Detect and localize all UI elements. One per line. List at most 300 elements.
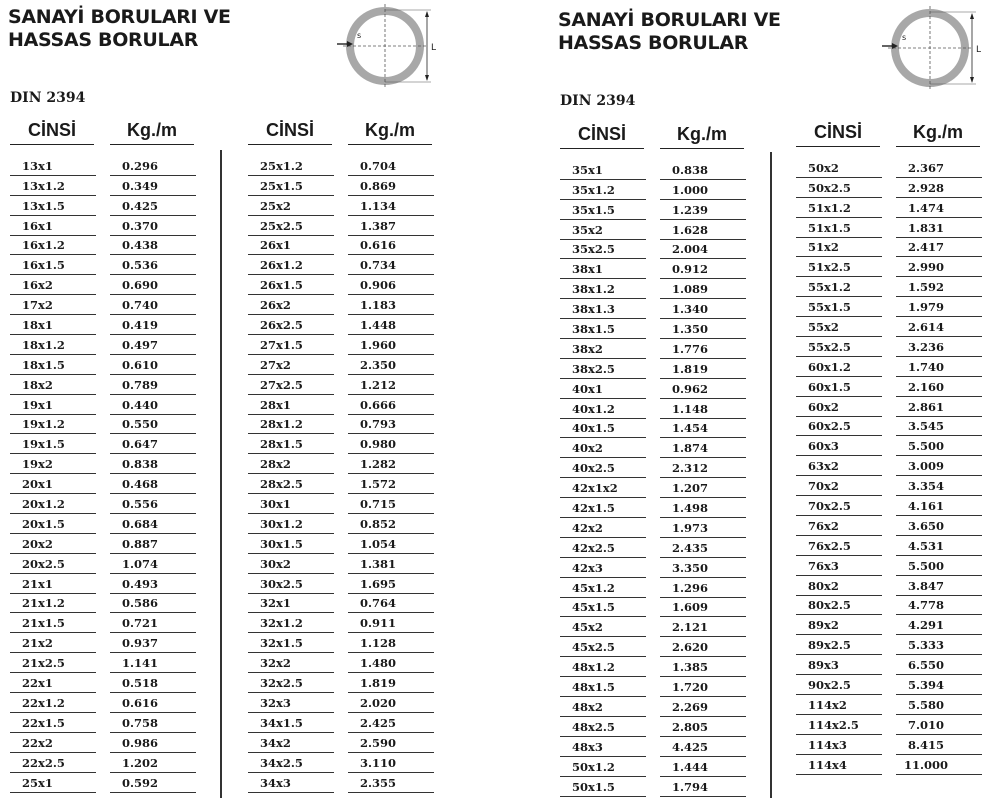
pipe-size: 50x1.2 — [572, 759, 615, 774]
column-header-cinsi: CİNSİ — [248, 120, 332, 145]
table-row — [248, 434, 434, 454]
pipe-size: 40x1.5 — [572, 421, 615, 436]
table-row — [796, 556, 982, 576]
pipe-size: 55x1.5 — [808, 300, 851, 315]
table-row — [248, 713, 434, 733]
weight-per-meter: 0.704 — [359, 158, 397, 173]
table-row — [796, 158, 982, 178]
weight-per-meter: 2.355 — [359, 775, 397, 790]
pipe-size: 38x1 — [572, 262, 603, 277]
table-row — [10, 613, 196, 633]
weight-per-meter: 2.425 — [359, 715, 397, 730]
table-row — [796, 655, 982, 675]
table-row — [560, 578, 746, 598]
table-row — [796, 596, 982, 616]
pipe-size: 28x2.5 — [260, 477, 303, 492]
weight-per-meter: 0.616 — [359, 238, 397, 253]
weight-per-meter: 1.628 — [671, 222, 709, 237]
pipe-size: 19x2 — [22, 457, 53, 472]
pipe-size: 45x2.5 — [572, 640, 615, 655]
column-header-kg-per-m: Kg./m — [896, 122, 980, 147]
weight-per-meter: 0.349 — [121, 178, 159, 193]
table-row — [248, 375, 434, 395]
table-row — [10, 554, 196, 574]
table-row — [248, 395, 434, 415]
table-row — [10, 454, 196, 474]
weight-per-meter: 0.838 — [671, 162, 709, 177]
table-row — [560, 220, 746, 240]
pipe-size: 26x1.5 — [260, 278, 303, 293]
weight-per-meter: 1.776 — [671, 341, 709, 356]
pipe-size: 21x2.5 — [22, 656, 65, 671]
table-row — [560, 458, 746, 478]
weight-per-meter: 4.291 — [907, 618, 945, 633]
table-row — [248, 196, 434, 216]
weight-per-meter: 1.819 — [671, 361, 709, 376]
weight-per-meter: 1.282 — [359, 457, 397, 472]
table-row — [10, 733, 196, 753]
weight-per-meter: 0.440 — [121, 397, 159, 412]
table-row — [796, 755, 982, 775]
pipe-size: 16x1.2 — [22, 238, 65, 253]
table-row — [10, 335, 196, 355]
table-row — [796, 635, 982, 655]
pipe-size: 40x1 — [572, 381, 603, 396]
diagram-s-label: s — [902, 33, 907, 42]
pipe-size: 19x1.2 — [22, 417, 65, 432]
pipe-size: 16x2 — [22, 278, 53, 293]
pipe-cross-section-diagram — [335, 4, 447, 92]
table-rows — [796, 158, 982, 775]
weight-per-meter: 3.350 — [671, 560, 709, 575]
table-row — [796, 337, 982, 357]
pipe-size: 21x1.2 — [22, 596, 65, 611]
weight-per-meter: 11.000 — [903, 757, 949, 772]
pipe-size: 35x1.5 — [572, 202, 615, 217]
weight-per-meter: 1.128 — [359, 636, 397, 651]
table-row — [10, 415, 196, 435]
table-row — [248, 236, 434, 256]
weight-per-meter: 2.350 — [359, 357, 397, 372]
column-header-cinsi: CİNSİ — [10, 120, 94, 145]
weight-per-meter: 2.160 — [907, 379, 945, 394]
pipe-size: 28x1.5 — [260, 437, 303, 452]
weight-per-meter: 2.417 — [907, 240, 945, 255]
table-row — [248, 673, 434, 693]
table-row — [560, 259, 746, 279]
table-row — [10, 315, 196, 335]
pipe-size: 42x1.5 — [572, 501, 615, 516]
table-row — [560, 717, 746, 737]
panel-2-title — [558, 9, 781, 55]
weight-per-meter: 4.778 — [907, 598, 945, 613]
weight-per-meter: 4.531 — [907, 538, 945, 553]
table-row — [10, 713, 196, 733]
pipe-size: 30x2 — [260, 556, 291, 571]
weight-per-meter: 0.887 — [121, 536, 159, 551]
pipe-size: 34x1.5 — [260, 715, 303, 730]
weight-per-meter: 1.134 — [359, 198, 397, 213]
pipe-size: 13x1 — [22, 158, 53, 173]
pipe-size: 48x2.5 — [572, 719, 615, 734]
table-row — [10, 594, 196, 614]
weight-per-meter: 0.793 — [359, 417, 397, 432]
weight-per-meter: 0.493 — [121, 576, 159, 591]
table-row — [10, 673, 196, 693]
weight-per-meter: 2.121 — [671, 620, 709, 635]
table-row — [10, 176, 196, 196]
pipe-size: 16x1.5 — [22, 258, 65, 273]
table-row — [248, 633, 434, 653]
weight-per-meter: 1.720 — [671, 680, 709, 695]
weight-per-meter: 1.148 — [671, 401, 709, 416]
pipe-size: 114x4 — [808, 757, 847, 772]
row-rule — [10, 792, 96, 793]
table-row — [560, 339, 746, 359]
table-row — [796, 377, 982, 397]
weight-per-meter: 6.550 — [907, 658, 945, 673]
table-row — [560, 518, 746, 538]
table-row — [248, 415, 434, 435]
weight-per-meter: 1.074 — [121, 556, 159, 571]
pipe-size: 40x2 — [572, 441, 603, 456]
weight-per-meter: 1.831 — [907, 220, 945, 235]
pipe-size: 38x1.5 — [572, 322, 615, 337]
row-rule — [896, 774, 982, 775]
pipe-size: 55x2.5 — [808, 339, 851, 354]
weight-per-meter: 4.425 — [671, 739, 709, 754]
pipe-size: 114x3 — [808, 737, 847, 752]
table-row — [248, 574, 434, 594]
pipe-size: 20x1 — [22, 477, 53, 492]
row-rule — [796, 774, 882, 775]
table-row — [560, 538, 746, 558]
table-row — [248, 753, 434, 773]
table-row — [796, 257, 982, 277]
column-divider — [220, 150, 222, 798]
table-row — [10, 494, 196, 514]
weight-per-meter: 5.333 — [907, 638, 945, 653]
table-row — [560, 379, 746, 399]
pipe-size: 55x2 — [808, 320, 839, 335]
weight-per-meter: 0.980 — [359, 437, 397, 452]
pipe-size: 22x1.2 — [22, 695, 65, 710]
table-row — [796, 198, 982, 218]
table-row — [10, 633, 196, 653]
table-row — [10, 574, 196, 594]
weight-per-meter: 0.616 — [121, 695, 159, 710]
weight-per-meter: 2.620 — [671, 640, 709, 655]
table-rows — [10, 156, 196, 793]
table-row — [10, 196, 196, 216]
pipe-size: 34x2 — [260, 735, 291, 750]
weight-per-meter: 0.556 — [121, 497, 159, 512]
weight-per-meter: 0.497 — [121, 337, 159, 352]
pipe-size: 51x1.5 — [808, 220, 851, 235]
weight-per-meter: 1.592 — [907, 280, 945, 295]
table-row — [796, 456, 982, 476]
table-row — [560, 419, 746, 439]
weight-per-meter: 1.480 — [359, 656, 397, 671]
pipe-size: 16x1 — [22, 218, 53, 233]
table-row — [10, 653, 196, 673]
table-row — [560, 697, 746, 717]
weight-per-meter: 0.906 — [359, 278, 397, 293]
column-header-cinsi: CİNSİ — [796, 122, 880, 147]
pipe-size: 60x2 — [808, 399, 839, 414]
pipe-size: 89x2 — [808, 618, 839, 633]
pipe-size: 30x2.5 — [260, 576, 303, 591]
weight-per-meter: 1.695 — [359, 576, 397, 591]
weight-per-meter: 1.819 — [359, 676, 397, 691]
table-row — [10, 693, 196, 713]
pipe-size: 114x2 — [808, 697, 847, 712]
table-row — [796, 178, 982, 198]
weight-per-meter: 0.962 — [671, 381, 709, 396]
column-header-kg-per-m: Kg./m — [110, 120, 194, 145]
pipe-size: 90x2.5 — [808, 678, 851, 693]
pipe-size: 30x1 — [260, 497, 291, 512]
table-row — [560, 657, 746, 677]
table-row — [796, 715, 982, 735]
pipe-size: 51x2.5 — [808, 260, 851, 275]
pipe-size: 30x1.5 — [260, 536, 303, 551]
table-row — [10, 295, 196, 315]
pipe-size: 55x1.2 — [808, 280, 851, 295]
pipe-size: 45x1.5 — [572, 600, 615, 615]
weight-per-meter: 2.004 — [671, 242, 709, 257]
pipe-size: 50x1.5 — [572, 779, 615, 794]
table-row — [560, 677, 746, 697]
table-row — [796, 218, 982, 238]
weight-per-meter: 0.789 — [121, 377, 159, 392]
table-row — [248, 275, 434, 295]
table-row — [560, 757, 746, 777]
weight-per-meter: 0.986 — [121, 735, 159, 750]
weight-per-meter: 2.928 — [907, 180, 945, 195]
column-divider — [770, 152, 772, 798]
pipe-size: 35x2.5 — [572, 242, 615, 257]
weight-per-meter: 1.973 — [671, 520, 709, 535]
pipe-size: 34x2.5 — [260, 755, 303, 770]
pipe-size: 45x1.2 — [572, 580, 615, 595]
weight-per-meter: 1.212 — [359, 377, 397, 392]
pipe-size: 32x2 — [260, 656, 291, 671]
table-row — [10, 355, 196, 375]
pipe-size: 13x1.5 — [22, 198, 65, 213]
pipe-size: 89x2.5 — [808, 638, 851, 653]
pipe-size: 42x2 — [572, 520, 603, 535]
weight-per-meter: 3.110 — [359, 755, 397, 770]
weight-per-meter: 0.438 — [121, 238, 159, 253]
weight-per-meter: 5.500 — [907, 439, 945, 454]
weight-per-meter: 1.141 — [121, 656, 159, 671]
weight-per-meter: 2.435 — [671, 540, 709, 555]
weight-per-meter: 0.468 — [121, 477, 159, 492]
weight-per-meter: 1.202 — [121, 755, 159, 770]
table-row — [560, 180, 746, 200]
weight-per-meter: 2.861 — [907, 399, 945, 414]
weight-per-meter: 0.586 — [121, 596, 159, 611]
weight-per-meter: 1.498 — [671, 501, 709, 516]
pipe-size: 38x1.2 — [572, 282, 615, 297]
table-row — [560, 598, 746, 618]
table-row — [560, 438, 746, 458]
column-header-kg-per-m: Kg./m — [348, 120, 432, 145]
table-row — [796, 436, 982, 456]
weight-per-meter: 1.474 — [907, 200, 945, 215]
row-rule — [660, 796, 746, 797]
weight-per-meter: 0.684 — [121, 516, 159, 531]
table-row — [796, 576, 982, 596]
weight-per-meter: 7.010 — [907, 717, 945, 732]
weight-per-meter: 1.979 — [907, 300, 945, 315]
pipe-size: 50x2.5 — [808, 180, 851, 195]
table-row — [248, 554, 434, 574]
pipe-size: 19x1 — [22, 397, 53, 412]
weight-per-meter: 1.000 — [671, 182, 709, 197]
row-rule — [560, 796, 646, 797]
pipe-size: 42x1x2 — [572, 481, 618, 496]
pipe-size: 45x2 — [572, 620, 603, 635]
pipe-size: 26x2 — [260, 298, 291, 313]
table-row — [560, 478, 746, 498]
pipe-size: 42x2.5 — [572, 540, 615, 555]
table-row — [248, 534, 434, 554]
panel-1-title-line1: SANAYİ BORULARI VE — [8, 6, 231, 28]
weight-per-meter: 1.874 — [671, 441, 709, 456]
pipe-size: 25x2.5 — [260, 218, 303, 233]
pipe-size: 20x2 — [22, 536, 53, 551]
pipe-size: 20x1.2 — [22, 497, 65, 512]
table-row — [560, 558, 746, 578]
weight-per-meter: 0.838 — [121, 457, 159, 472]
weight-per-meter: 0.610 — [121, 357, 159, 372]
pipe-size: 76x2 — [808, 518, 839, 533]
weight-per-meter: 1.207 — [671, 481, 709, 496]
weight-per-meter: 0.758 — [121, 715, 159, 730]
table-row — [10, 275, 196, 295]
weight-per-meter: 0.425 — [121, 198, 159, 213]
pipe-size: 60x1.2 — [808, 359, 851, 374]
weight-per-meter: 5.580 — [907, 697, 945, 712]
weight-per-meter: 0.937 — [121, 636, 159, 651]
pipe-size: 32x1.2 — [260, 616, 303, 631]
table-row — [560, 319, 746, 339]
pipe-size: 25x1.5 — [260, 178, 303, 193]
weight-per-meter: 0.518 — [121, 676, 159, 691]
pipe-size: 60x1.5 — [808, 379, 851, 394]
pipe-size: 42x3 — [572, 560, 603, 575]
pipe-size: 40x1.2 — [572, 401, 615, 416]
column-header-cinsi: CİNSİ — [560, 124, 644, 149]
weight-per-meter: 1.340 — [671, 302, 709, 317]
pipe-size: 25x2 — [260, 198, 291, 213]
table-row — [796, 357, 982, 377]
table-row — [248, 156, 434, 176]
pipe-size: 70x2 — [808, 479, 839, 494]
pipe-size: 26x1 — [260, 238, 291, 253]
table-row — [796, 536, 982, 556]
pipe-size: 21x2 — [22, 636, 53, 651]
pipe-size: 38x2 — [572, 341, 603, 356]
table-row — [560, 299, 746, 319]
weight-per-meter: 2.367 — [907, 160, 945, 175]
diagram-l-label: L — [976, 45, 982, 55]
weight-per-meter: 4.161 — [907, 499, 945, 514]
panel-1-title — [8, 6, 231, 52]
table-row — [248, 773, 434, 793]
weight-per-meter: 1.296 — [671, 580, 709, 595]
weight-per-meter: 0.912 — [671, 262, 709, 277]
pipe-size: 27x2.5 — [260, 377, 303, 392]
weight-per-meter: 2.590 — [359, 735, 397, 750]
pipe-size: 35x1.2 — [572, 182, 615, 197]
table-row — [10, 395, 196, 415]
weight-per-meter: 0.852 — [359, 516, 397, 531]
weight-per-meter: 2.312 — [671, 461, 709, 476]
pipe-size: 27x1.5 — [260, 337, 303, 352]
panel-2-title-line2: HASSAS BORULAR — [558, 32, 749, 54]
pipe-size: 18x1.2 — [22, 337, 65, 352]
pipe-size: 76x2.5 — [808, 538, 851, 553]
table-row — [248, 355, 434, 375]
table-rows — [560, 160, 746, 797]
table-row — [248, 613, 434, 633]
table-row — [560, 359, 746, 379]
table-row — [796, 397, 982, 417]
weight-per-meter: 0.296 — [121, 158, 159, 173]
column-header-kg-per-m: Kg./m — [660, 124, 744, 149]
pipe-size: 13x1.2 — [22, 178, 65, 193]
table-row — [248, 733, 434, 753]
weight-per-meter: 1.385 — [671, 660, 709, 675]
pipe-size: 80x2.5 — [808, 598, 851, 613]
pipe-size: 51x2 — [808, 240, 839, 255]
weight-per-meter: 1.572 — [359, 477, 397, 492]
pipe-size: 17x2 — [22, 298, 53, 313]
pipe-size: 28x2 — [260, 457, 291, 472]
table-row — [248, 216, 434, 236]
pipe-size: 18x1.5 — [22, 357, 65, 372]
weight-per-meter: 2.990 — [907, 260, 945, 275]
diagram-s-label: s — [357, 31, 362, 40]
table-row — [248, 494, 434, 514]
weight-per-meter: 1.089 — [671, 282, 709, 297]
table-row — [248, 594, 434, 614]
pipe-size: 32x1.5 — [260, 636, 303, 651]
weight-per-meter: 0.666 — [359, 397, 397, 412]
table-row — [560, 240, 746, 260]
panel-1-standard: DIN 2394 — [10, 90, 86, 106]
pipe-size: 63x2 — [808, 459, 839, 474]
pipe-size: 18x1 — [22, 318, 53, 333]
pipe-size: 28x1.2 — [260, 417, 303, 432]
table-row — [796, 317, 982, 337]
weight-per-meter: 0.592 — [121, 775, 159, 790]
weight-per-meter: 3.009 — [907, 459, 945, 474]
weight-per-meter: 0.869 — [359, 178, 397, 193]
pipe-size: 32x3 — [260, 695, 291, 710]
table-row — [560, 399, 746, 419]
pipe-size: 32x1 — [260, 596, 291, 611]
table-row — [796, 277, 982, 297]
table-row — [248, 176, 434, 196]
diagram-l-label: L — [431, 43, 437, 53]
weight-per-meter: 1.448 — [359, 318, 397, 333]
table-rows — [248, 156, 434, 793]
table-row — [10, 236, 196, 256]
